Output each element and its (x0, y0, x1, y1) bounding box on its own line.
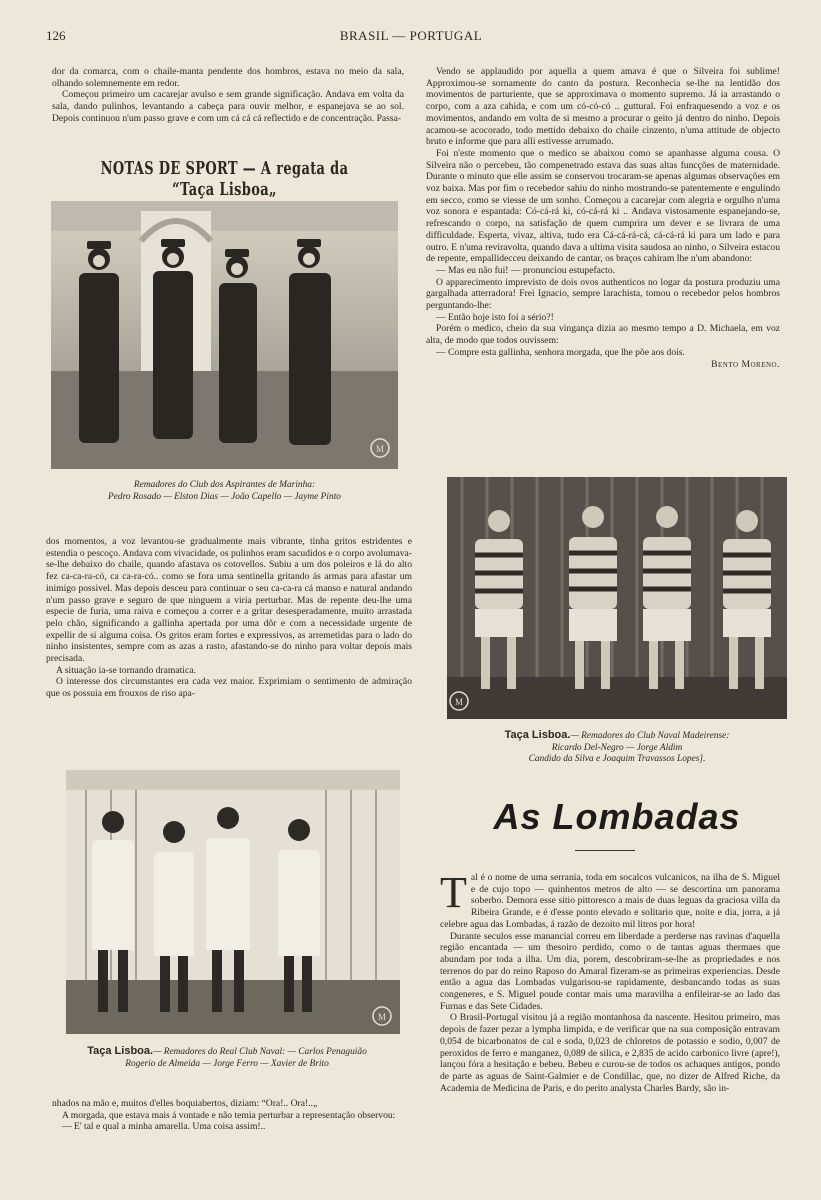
caption-line (52, 1046, 402, 1059)
paragraph: nhados na mão e, muitos d'elles boquiabertos, diziam: “Ora!.. Ora!..„ (52, 1098, 318, 1109)
paragraph: Foi n'este momento que o medico se abaixou como se apanhasse alguma cousa. O Silveira não o percebeu, tão compenetrado estava das suas altas funcções de maternidade. Durante o minuto que elle assim se conservou trocaram-se apenas algumas observações em voz baixa. Mas por fim o recebedor sahiu do ninho mostrando-se patentemente e engulindo em secco, como se viesse de um sonho. Começou a cacarejar com alegria e orgulho n'uma voz sonora e espantada: Có-cá-rá ki, có-cá-rá ki .. Andava vistosamente espanejando-se, refrescando o corpo, na satisfação de quem cumprira um dever e se livrara de uma difficuldade. Esperta, vivaz, altiva, tudo era Cá-cá-rá-cá, cá-cá-rá ki para um lado e para outro. E n'uma reviravolta, quando dava a ultima visita saudosa ao ninho, o Silveira estacou de repente, empallidecceu deixando de cantar, os braços cahiram lhe n'um abandono: (426, 147, 780, 265)
paragraph: A morgada, que estava mais á vontade e não temia perturbar a representação observou: (62, 1109, 396, 1121)
photo-caption-marinha (52, 480, 397, 503)
page-number: 126 (46, 28, 66, 43)
caption-line: Ricardo Del-Negro — Jorge Aldim (551, 742, 683, 753)
paragraph: dor da comarca, com o chaile-manta pendente dos hombros, estava no meio da sala, olhando solemnemente em redor. (52, 66, 404, 89)
right-column-top-text (426, 66, 780, 370)
author-signature: Bento Moreno. (711, 358, 780, 370)
paragraph: dos momentos, a voz levantou-se gradualmente mais vibrante, tinha gritos estridentes e estendia o pescoço. Andava com vivacidade, os pulinhos eram sacudidos e o corpo avolumava-se-lhe debaixo do chaile, quando afastava os cotovellos. Subiu a um dos poleiros e lá do alto fez ca-ca-ra-có, ca ca-ra-có.. como se fora uma sentinella gritando ás armas para afastar um inimigo possivel. Mas depois desceu para continuar o seu ca-ca-ra cá manso e natural andando n'um passo grave e seguro de que ninguem a viria perturbar. Mas de repente deu-lhe uma especie de furia, uma raiva e começou a correr e a gritar desesperadamente, muito arrastada pelo chão, significando a gallinha apertada por uma dôr e com a necessidade urgente de expellir de si alguma coisa. Os gritos eram fortes e expressivos, as arremetidas para o lado do ninho insistentes, sempre com as azas a rasto, afastando-se do ninho para voltar depois mais precisada. (46, 536, 412, 665)
paragraph: — E' tal e qual a minha amarella. Uma coisa assim!.. (62, 1121, 266, 1133)
running-title: BRASIL — PORTUGAL (339, 28, 483, 43)
paragraph: O Brasil-Portugal visitou já a região montanhosa da nascente. Hesitou primeiro, mas depois de fazer pezar a lympha limpida, e de verificar que na sua composição entravam 0,054 de bicarbonatos de cal e soda, 0,023 de chloretos de potassio e sodio, 0,007 de peroxidos de ferro e manganez, 0,089 de silica, e 2,835 de acido carbonico livre (apre!), lançou fóra a hesitação e bebeu. Bebeu e curou-se de todos os achaques antigos, pondo de parte as aguas de Saint-Galmier e de Condillac, que, no dizer de Alfred Riche, da Academia de Medicina de Paris, e do perito analysta Charles Bardy, são in- (440, 1012, 780, 1094)
caption-line: Remadores do Club dos Aspirantes de Marinha: (133, 480, 316, 490)
right-column-article-text (440, 868, 780, 1094)
caption-line: Candido da Silva e Joaquim Travassos Lopes]. (528, 754, 706, 764)
svg-text:M: M (454, 697, 464, 707)
photo-caption-madeirense (447, 730, 787, 766)
paragraph: — Compre esta gallinha, senhora morgada, que lhe põe aos dois. (436, 346, 685, 358)
paragraph: O interesse dos circumstantes era cada vez maior. Exprimiam o sentimento de admiração que os possuia em frouxos de riso apa- (46, 676, 412, 700)
paragraph: O apparecimento imprevisto de dois ovos authenticos no logar da postura produziu uma gargalhada atterradora! Frei Ignacio, sempre larachista, tomou o recebedor pelos hombros perguntando-lhe: (426, 276, 780, 312)
caption-bold: Taça Lisboa. (504, 729, 571, 741)
title-divider (575, 850, 635, 851)
left-column-middle-text (46, 536, 412, 700)
paragraph: Vendo se applaudido por aquella a quem amava é que o Silveira foi sublime! Approximou-se sornamente do canto da postura. Reconhecia se-lhe na lentidão dos movimentos de parturiente, que se approximava o momento supremo. Já ia arrastando o corpo, com a aza cahida, e com um có-có-có .. guttural. Foi enfraquesendo a voz e os movimentos, andando em volta de si mesmo a procurar o geito já dentro do ninho. Depois acamou-se acocorado, todo mettido debaixo do chaile cinzento, n'uma attitude de objecto bruto e informe que para alli estivesse arrumado. (426, 66, 780, 148)
paragraph: Começou primeiro um cacarejar avulso e sem grande significação. Andava em volta da sala, dando pulinhos, levantando a cabeça para ouvir melhor, e espanejava se ao sol. Depois continuou n'um passo grave e com um cá cá cá reflectido e de concentração. Passa- (52, 89, 404, 124)
left-column-bottom-text (52, 1098, 418, 1133)
svg-text:M: M (375, 444, 385, 454)
paragraph: Durante seculos esse manancial correu em liberdade a perderse nas ravinas d'aquella região encantada — um thesoiro perdido, como o de tantas aguas thermaes que abundam por toda a ilha. Um dia, porem, descobriram-se-lhe as propriedades e nos terrenos do par do reino Raposo do Amaral fizeram-se as primeiras experiencias. Desde então a agua das Lombadas vulgarisou-se rapidamente, desbancando todas as suas congeneres, e S. Miguel poude contar mais uma maravilha a enfileirar-se ao lado das Furnas e das Sete Cidades. (440, 930, 780, 1012)
caption-line: Pedro Rosado — Elston Dias — João Capello — Jayme Pinto (108, 491, 341, 502)
photo-real-club-naval-rowers (66, 770, 400, 1034)
paragraph-text: al é o nome de uma serrania, toda em socalcos vulcanicos, na ilha de S. Miguel e de cujo topo — quinhentos metros de alto — se descortina um panorama soberbo. Demora esse sitio pittoresco a mais de duas leguas da graciosa villa da Ribeira Grande, e é d'esse ponto elevado e solitario que, noite e dia, jorra, a já celebre agua das Lombadas, á razão de dezoito mil litros por hora! (440, 872, 780, 930)
paragraph: A situação ia-se tornando dramatica. (56, 664, 196, 676)
paragraph: Porém o medico, cheio da sua vingança dizia ao mesmo tempo a D. Michaela, em voz alta, de modo que todos ouvissem: (426, 323, 780, 347)
left-column-top-text (52, 66, 404, 125)
paragraph: — Mas eu não fui! — pronunciou estupefacto. (436, 264, 616, 276)
photo-madeirense-rowers (447, 477, 787, 719)
drop-cap: T (440, 868, 467, 917)
caption-line: Rogerio de Almeida — Jorge Ferro — Xavier de Brito (125, 1058, 329, 1069)
caption-text: — Remadores do Real Club Naval: — Carlos Penaguião (153, 1047, 367, 1057)
article-title: As Lombadas (493, 796, 741, 837)
paragraph (440, 868, 780, 931)
sport-section-title: NOTAS DE SPORT — A regata da “Taça Lisboa„ (100, 158, 349, 200)
photo-marinha-rowers (51, 201, 398, 469)
paragraph: — Então hoje isto foi a sério?! (436, 311, 554, 323)
page-header (46, 28, 776, 48)
caption-text: — Remadores do Club Naval Madeirense: (570, 731, 730, 741)
photo-caption-real-club-naval (52, 1046, 402, 1070)
caption-bold: Taça Lisboa. (87, 1045, 154, 1057)
svg-text:M: M (377, 1012, 387, 1022)
caption-line (447, 730, 787, 743)
